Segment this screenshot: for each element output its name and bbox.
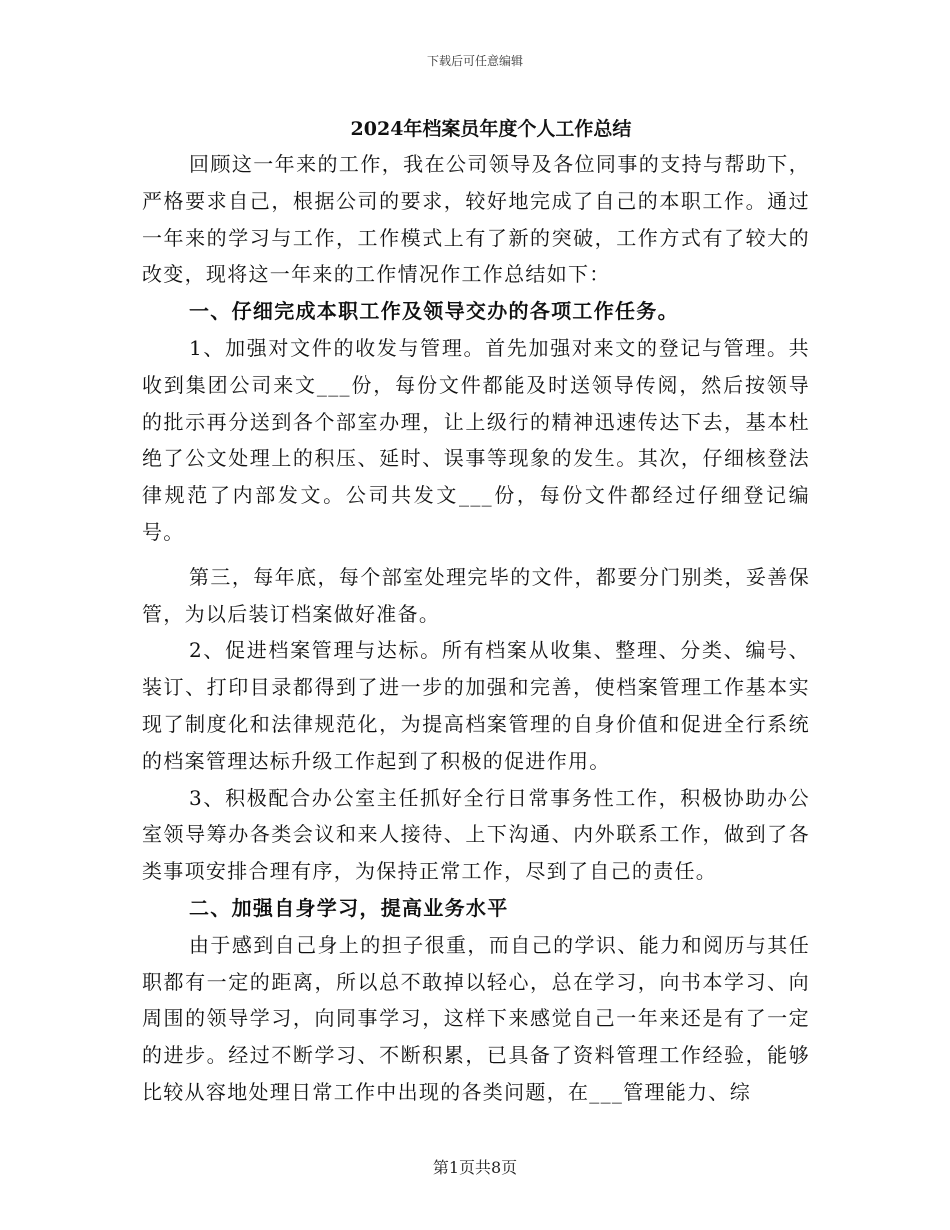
paragraph-archive-standards: 2、促进档案管理与达标。所有档案从收集、整理、分类、编号、装订、打印目录都得到了进一步的加强和完善，使档案管理工作基本实现了制度化和法律规范化，为提高档案管理的自身价值和促进全行系统的档案管理达标升级工作起到了积极的促进作用。 xyxy=(142,638,810,773)
document-title: 2024年档案员年度个人工作总结 xyxy=(350,118,632,140)
document-body xyxy=(142,112,810,1111)
section-heading-2: 二、加强自身学习，提高业务水平 xyxy=(189,895,509,920)
paragraph-gap xyxy=(142,551,810,559)
section-heading-1: 一、仔细完成本职工作及领导交办的各项工作任务。 xyxy=(189,299,679,324)
paragraph-file-management: 1、加强对文件的收发与管理。首先加强对来文的登记与管理。共收到集团公司来文___份，每份文件都能及时送领导传阅，然后按领导的批示再分送到各个部室办理，让上级行的精神迅速传达下去，基本杜绝了公文处理上的积压、延时、误事等现象的发生。其次，仔细核登法律规范了内部发文。公司共发文___份，每份文件都经过仔细登记编号。 xyxy=(142,335,810,544)
paragraph-intro: 回顾这一年来的工作，我在公司领导及各位同事的支持与帮助下，严格要求自己，根据公司的要求，较好地完成了自己的本职工作。通过一年来的学习与工作，工作模式上有了新的突破，工作方式有了较大的改变，现将这一年来的工作情况作工作总结如下： xyxy=(142,152,810,287)
page-header-note: 下载后可任意编辑 xyxy=(426,54,523,68)
paragraph-self-study: 由于感到自己身上的担子很重，而自己的学识、能力和阅历与其任职都有一定的距离，所以总不敢掉以轻心，总在学习，向书本学习、向周围的领导学习，向同事学习，这样下来感觉自己一年来还是有了一定的进步。经过不断学习、不断积累，已具备了资料管理工作经验，能够比较从容地处理日常工作中出现的各类问题，在___管理能力、综 xyxy=(142,932,810,1104)
paragraph-office-support: 3、积极配合办公室主任抓好全行日常事务性工作，积极协助办公室领导筹办各类会议和来人接待、上下沟通、内外联系工作，做到了各类事项安排合理有序，为保持正常工作，尽到了自己的责任。 xyxy=(142,785,810,884)
page-footer-number: 第1页共8页 xyxy=(432,1158,518,1177)
paragraph-year-end: 第三，每年底，每个部室处理完毕的文件，都要分门别类，妥善保管，为以后装订档案做好准备。 xyxy=(142,564,810,626)
